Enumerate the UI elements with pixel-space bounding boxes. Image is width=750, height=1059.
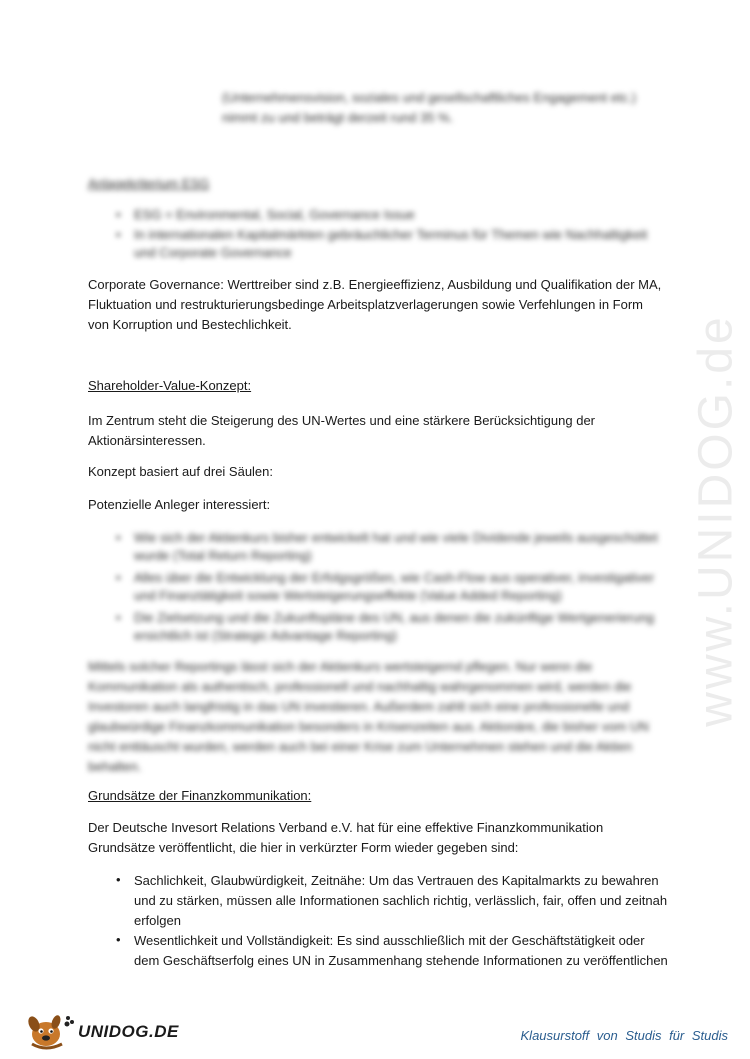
- shareholder-heading: Shareholder-Value-Konzept:: [88, 378, 252, 393]
- bullet-dot: •: [116, 932, 121, 947]
- gs-bullet-1-line-2: und zu stärken, müssen alle Informationen sachlich richtig, verlässlich, fair, offen und zeitnah: [134, 893, 668, 908]
- esg-bullet-1: ESG = Environmental, Social, Governance Issue: [134, 207, 415, 222]
- top-line-1: (Unternehmensvision, soziales und gesellschaftliches Engagement etc.): [222, 90, 637, 105]
- sv-bullet-1-line-2: wurde (Total Return Reporting): [134, 548, 312, 563]
- sv-bullet-3-line-2: ersichtlich ist (Strategic Advantage Reporting): [134, 628, 398, 643]
- gs-bullet-2-line-2: dem Geschäftserfolg eines UN in Zusammenhang stehende Informationen zu veröffentlichen: [134, 953, 668, 968]
- bullet-dot: •: [116, 530, 121, 545]
- bullet-dot: •: [116, 610, 121, 625]
- summary-line-5: nicht enttäuscht wurden, werden auch bei einer Krise zum Unternehmen stehen und die Aktien: [88, 739, 633, 754]
- gs-bullet-1-line-1: Sachlichkeit, Glaubwürdigkeit, Zeitnähe: Um das Vertrauen des Kapitalmarkts zu bewahren: [134, 873, 659, 888]
- shareholder-intro-line-2: Aktionärsinteressen.: [88, 433, 206, 448]
- investors-text: Potenzielle Anleger interessiert:: [88, 497, 271, 512]
- summary-line-3: Investoren auch langfristig in das UN investieren. Außerdem zahlt sich eine professionelle und: [88, 699, 630, 714]
- governance-line-3: von Korruption und Bestechlichkeit.: [88, 317, 292, 332]
- summary-line-4: glaubwürdige Finanzkommunikation besonders in Krisenzeiten aus. Aktionäre, die bisher vom UN: [88, 719, 649, 734]
- footer-tagline: Klausurstoff von Studis für Studis: [520, 1028, 728, 1043]
- bullet-dot: •: [116, 872, 121, 887]
- grundsaetze-heading: Grundsätze der Finanzkommunikation:: [88, 788, 312, 803]
- summary-line-6: behalten.: [88, 759, 142, 774]
- sv-bullet-2-line-2: und Finanztätigkeit sowie Wertsteigerungseffekte (Value Added Reporting): [134, 588, 562, 603]
- unidog-logo: [22, 1010, 182, 1050]
- dog-icon: [22, 1010, 78, 1050]
- summary-line-2: Kommunikation als authentisch, professionell und nachhaltig wahrgenommen wird, werden die: [88, 679, 632, 694]
- gs-bullet-1-line-3: erfolgen: [134, 913, 181, 928]
- sv-bullet-2-line-1: Alles über die Entwicklung der Erfolgsgrößen, wie Cash-Flow aus operativer, investigativer: [134, 570, 655, 585]
- shareholder-intro-line-1: Im Zentrum steht die Steigerung des UN-Wertes und eine stärkere Berücksichtigung der: [88, 413, 595, 428]
- sv-bullet-1-line-1: Wie sich der Aktienkurs bisher entwickelt hat und wie viele Dividende jeweils ausgeschüttet: [134, 530, 658, 545]
- bullet-dot: •: [116, 227, 121, 242]
- logo-text: UNIDOG.DE: [78, 1022, 179, 1041]
- grundsaetze-intro-line-1: Der Deutsche Invesort Relations Verband e.V. hat für eine effektive Finanzkommunikation: [88, 820, 604, 835]
- grundsaetze-intro-line-2: Grundsätze veröffentlicht, die hier in verkürzter Form wieder gegeben sind:: [88, 840, 519, 855]
- summary-line-1: Mittels solcher Reportings lässt sich der Aktienkurs wertsteigernd pflegen. Nur wenn die: [88, 659, 593, 674]
- governance-line-1: Corporate Governance: Werttreiber sind z.B. Energieeffizienz, Ausbildung und Qualifikation der MA,: [88, 277, 662, 292]
- governance-line-2: Fluktuation und restrukturierungsbedinge Arbeitsplatzverlagerungen sowie Verfehlungen in Form: [88, 297, 643, 312]
- esg-bullet-2-line-2: und Corporate Governance: [134, 245, 292, 260]
- pillars-text: Konzept basiert auf drei Säulen:: [88, 464, 274, 479]
- esg-heading: Anlagekriterium ESG: [88, 176, 210, 191]
- top-line-2: nimmt zu und beträgt derzeit rund 35 %.: [222, 110, 454, 125]
- sv-bullet-3-line-1: Die Zielsetzung und die Zukunftspläne des UN, aus denen die zukünftige Wertgenerierung: [134, 610, 655, 625]
- bullet-dot: •: [116, 207, 121, 222]
- gs-bullet-2-line-1: Wesentlichkeit und Vollständigkeit: Es sind ausschließlich mit der Geschäftstätigkeit oder: [134, 933, 645, 948]
- esg-bullet-2-line-1: In internationalen Kapitalmärkten gebräuchlicher Terminus für Themen wie Nachhaltigkeit: [134, 227, 648, 242]
- watermark: www.UNIDOG.de: [689, 313, 743, 727]
- bullet-dot: •: [116, 570, 121, 585]
